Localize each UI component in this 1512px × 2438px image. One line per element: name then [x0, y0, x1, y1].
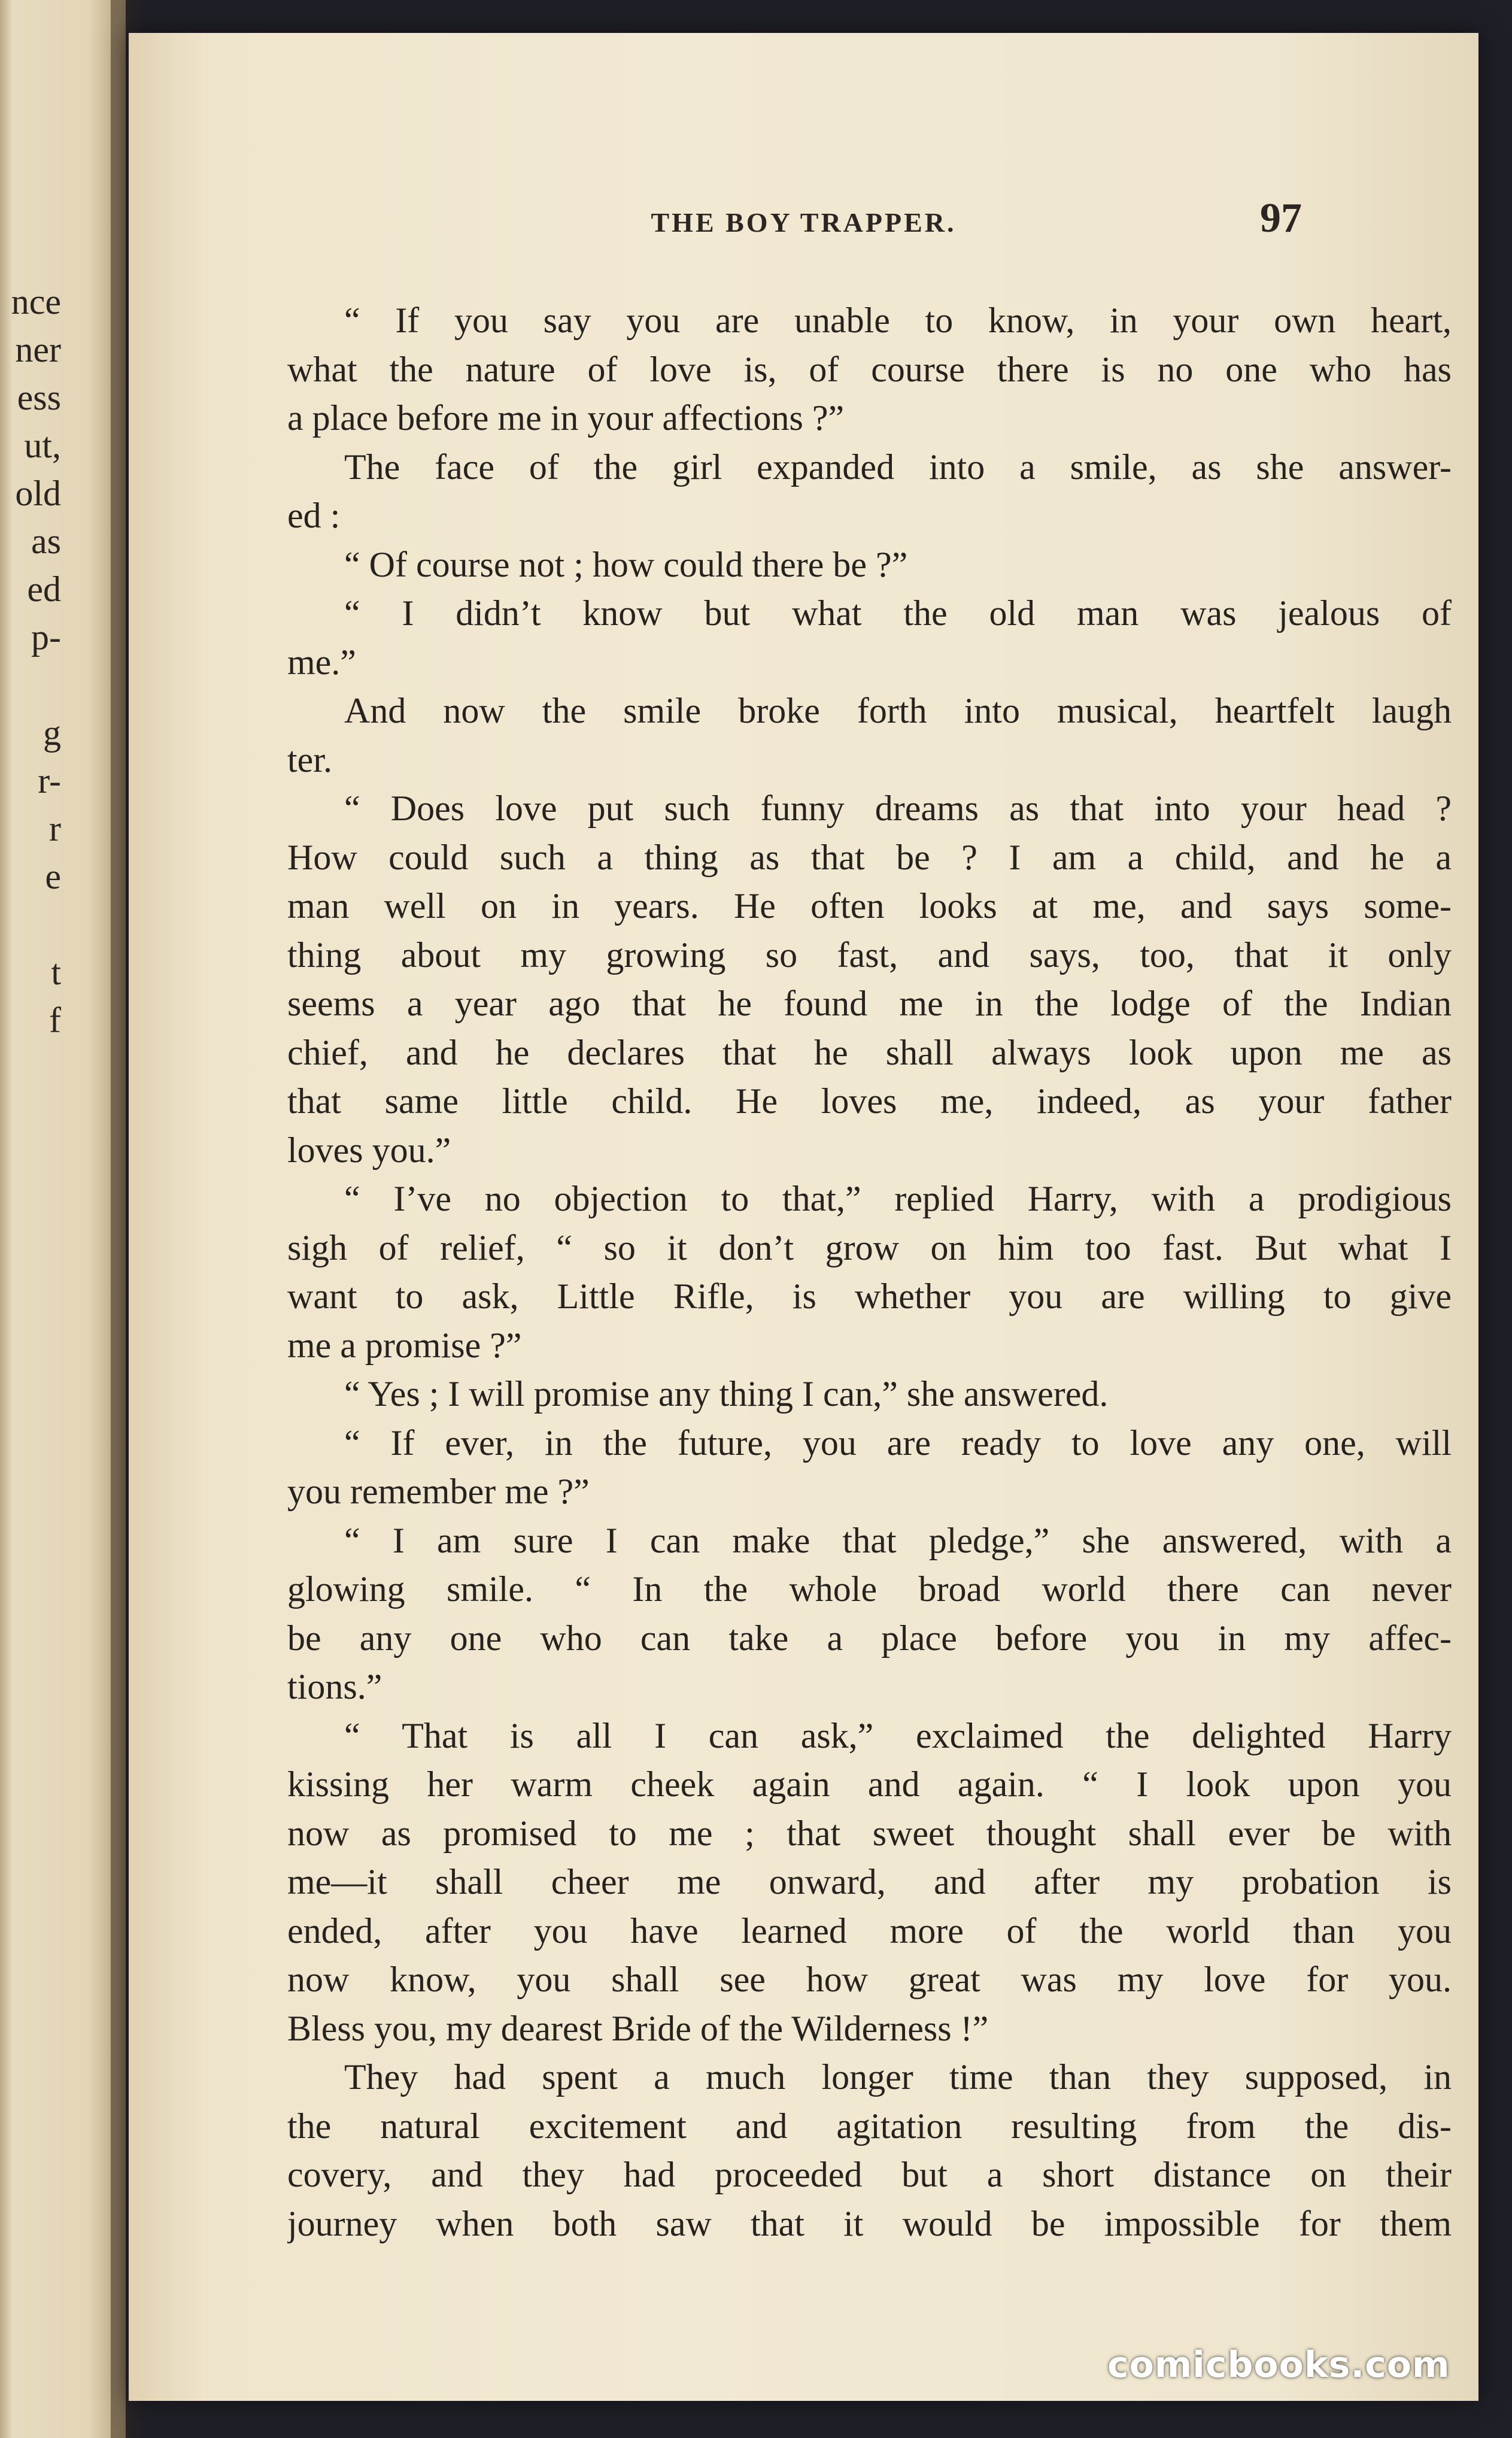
left-fragment: as [31, 521, 61, 561]
text-line: now know, you shall see how great was my love for you. [287, 1960, 1452, 1999]
text-line: the natural excitement and agitation resulting from the dis- [287, 2106, 1452, 2146]
left-fragment: ut, [24, 426, 61, 465]
text-line: chief, and he declares that he shall always look upon me as [287, 1032, 1452, 1072]
text-line: journey when both saw that it would be impossible for them [287, 2203, 1452, 2243]
text-line: thing about my growing so fast, and says, too, that it only [287, 935, 1452, 975]
text-line: now as promised to me ; that sweet thought shall ever be with [287, 1813, 1452, 1853]
text-line: “ I am sure I can make that pledge,” she answered, with a [344, 1520, 1452, 1560]
book-page [129, 33, 1478, 2401]
left-fragment: nce [11, 282, 61, 322]
text-line: “ I didn’t know but what the old man was jealous of [344, 593, 1452, 633]
left-fragment: e [45, 857, 61, 896]
text-line: ter. [287, 739, 332, 780]
text-line: Bless you, my dearest Bride of the Wilderness !” [287, 2008, 989, 2048]
text-line: ed : [287, 496, 341, 535]
left-fragment: f [49, 1000, 61, 1040]
text-line: “ If ever, in the future, you are ready to love any one, will [344, 1423, 1452, 1463]
text-line: “ That is all I can ask,” exclaimed the delighted Harry [344, 1715, 1452, 1755]
text-line: me.” [287, 642, 356, 682]
text-line: covery, and they had proceeded but a short distance on their [287, 2155, 1452, 2194]
text-line: you remember me ?” [287, 1472, 590, 1511]
text-line: sigh of relief, “ so it don’t grow on him too fast. But what I [287, 1227, 1452, 1267]
text-line: How could such a thing as that be ? I am a child, and he a [287, 837, 1452, 877]
text-line: seems a year ago that he found me in the lodge of the Indian [287, 984, 1452, 1023]
page-number: 97 [1260, 195, 1302, 241]
left-fragment: ner [15, 330, 61, 369]
left-page [0, 0, 126, 2438]
text-line: what the nature of love is, of course there is no one who has [287, 349, 1452, 389]
left-fragment: ess [17, 378, 61, 417]
text-line: The face of the girl expanded into a smile, as she answer- [344, 447, 1452, 487]
text-line: loves you.” [287, 1130, 451, 1170]
text-line: glowing smile. “ In the whole broad world there can never [287, 1569, 1452, 1609]
text-line: kissing her warm cheek again and again. “ I look upon you [287, 1764, 1452, 1804]
left-fragment: p- [31, 617, 61, 657]
text-line: want to ask, Little Rifle, is whether you are willing to give [287, 1276, 1452, 1316]
text-line: me a promise ?” [287, 1325, 522, 1365]
text-line: “ If you say you are unable to know, in your own heart, [344, 301, 1452, 340]
body-text [287, 296, 1452, 2248]
text-line: tions.” [287, 1667, 382, 1706]
text-line: be any one who can take a place before you in my affec- [287, 1618, 1452, 1658]
text-line: “ Does love put such funny dreams as that into your head ? [344, 789, 1452, 828]
running-head: THE BOY TRAPPER. [651, 207, 957, 238]
text-line: ended, after you have learned more of the world than you [287, 1911, 1452, 1951]
text-line: a place before me in your affections ?” [287, 398, 845, 438]
text-line: that same little child. He loves me, indeed, as your father [287, 1081, 1452, 1121]
text-line: “ Yes ; I will promise any thing I can,” she answered. [344, 1374, 1109, 1414]
watermark: comicbooks.com [1107, 2344, 1450, 2386]
text-line: And now the smile broke forth into musical, heartfelt laugh [344, 691, 1452, 730]
left-fragment: old [15, 474, 61, 513]
left-fragment: g [43, 713, 61, 753]
text-line: “ I’ve no objection to that,” replied Harry, with a prodigious [344, 1179, 1452, 1218]
left-page-edge [0, 0, 12, 2438]
left-fragment: r- [38, 761, 61, 800]
left-fragment: t [51, 953, 61, 992]
text-line: They had spent a much longer time than they supposed, in [344, 2057, 1452, 2097]
left-fragment: r [49, 809, 61, 848]
text-line: me—it shall cheer me onward, and after my probation is [287, 1862, 1452, 1902]
text-line: man well on in years. He often looks at me, and says some- [287, 886, 1452, 926]
left-fragment: ed [27, 569, 61, 609]
text-line: “ Of course not ; how could there be ?” [344, 544, 908, 584]
